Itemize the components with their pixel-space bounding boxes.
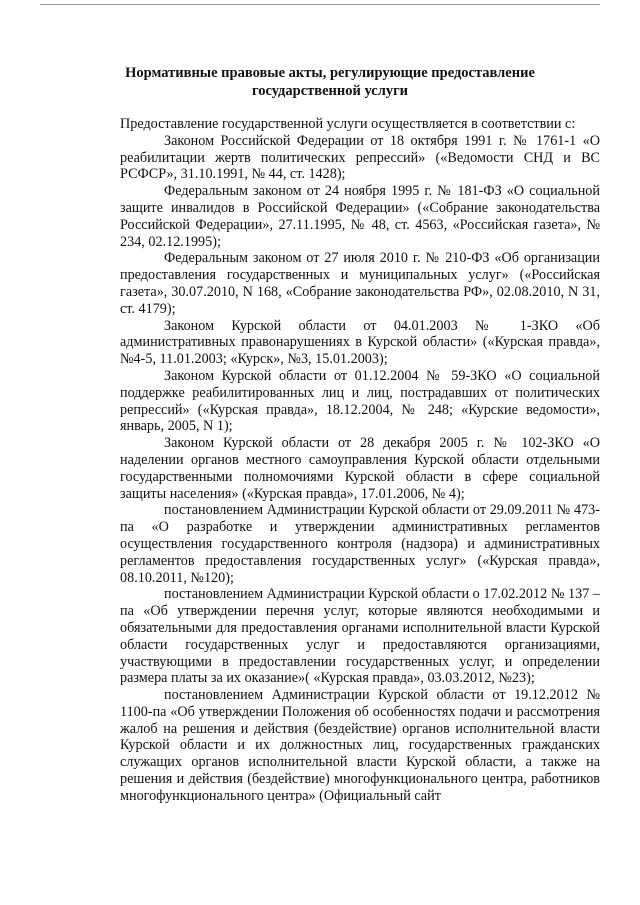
paragraph-law-59-zko: Законом Курской области от 01.12.2004 № 59-ЗКО «О социальной поддержке реабилитированных лиц и лиц, пострадавших от политических репрессий» («Курская правда», 18.12.2004, № 248; «Курские ведомости», январь, 2005, N 1); (120, 367, 600, 435)
paragraph-decree-137-pa: постановлением Администрации Курской области о 17.02.2012 № 137 – па «Об утверждении перечня услуг, которые являются необходимыми и обязательными для предоставления органами исполнительной власти Курской области государственных услуг и предоставляются организациями, участвующими в предоставлении государственных услуг, и определении размера платы за их оказание»( «Курская правда», 03.03.2012, №23); (120, 586, 600, 687)
paragraph-law-210-fz: Федеральным законом от 27 июля 2010 г. № 210-ФЗ «Об организации предоставления государственных и муниципальных услуг» («Российская газета», 30.07.2010, N 168, «Собрание законодательства РФ», 02.08.2010, N 31, ст. 4179); (120, 250, 600, 317)
paragraph-decree-1100-pa: постановлением Администрации Курской области от 19.12.2012 № 1100-па «Об утверждении Положения об особенностях подачи и рассмотрения жалоб на решения и действия (бездействие) органов исполнительной власти Курской области и их должностных лиц, государственных гражданских служащих органов исполнительной власти Курской области, а также на решения и действия (бездействие) многофункционального центра, работников многофункционального центра» (Официальный сайт (120, 687, 600, 804)
paragraph-law-181-fz: Федеральным законом от 24 ноября 1995 г. № 181-ФЗ «О социальной защите инвалидов в Российской Федерации» («Собрание законодательства Российской Федерации», 27.11.1995, № 48, ст. 4563, «Российская газета», № 234, 02.12.1995); (120, 183, 600, 250)
paragraph-decree-473-pa: постановлением Администрации Курской области от 29.09.2011 № 473-па «О разработке и утверждении административных регламентов осуществления государственного контроля (надзора) и административных регламентов предоставления государственных услуг» («Курская правда», 08.10.2011, №120); (120, 502, 600, 586)
paragraph-law-102-zko: Законом Курской области от 28 декабря 2005 г. № 102-ЗКО «О наделении органов местного самоуправления Курской области отдельными государственными полномочиями Курской области в сфере социальной защиты населения» («Курская правда», 17.01.2006, № 4); (120, 435, 600, 502)
paragraph-law-1-zko: Законом Курской области от 04.01.2003 № 1-ЗКО «Об административных правонарушениях в Курской области» («Курская правда», №4-5, 11.01.2003; «Курск», №3, 15.01.2003); (120, 317, 600, 368)
title-line-1: Нормативные правовые акты, регулирующие предоставление (125, 65, 535, 81)
paragraph-law-1761-1: Законом Российской Федерации от 18 октября 1991 г. № 1761-1 «О реабилитации жертв политических репрессий» («Ведомости СНД и ВС РСФСР», 31.10.1991, № 44, ст. 1428); (120, 132, 600, 183)
scan-top-edge-line (40, 4, 600, 5)
paragraph-intro: Предоставление государственной услуги осуществляется в соответствии с: (120, 116, 576, 132)
title-line-2: государственной услуги (251, 83, 409, 99)
document-body (120, 116, 600, 805)
document-title (60, 64, 600, 100)
